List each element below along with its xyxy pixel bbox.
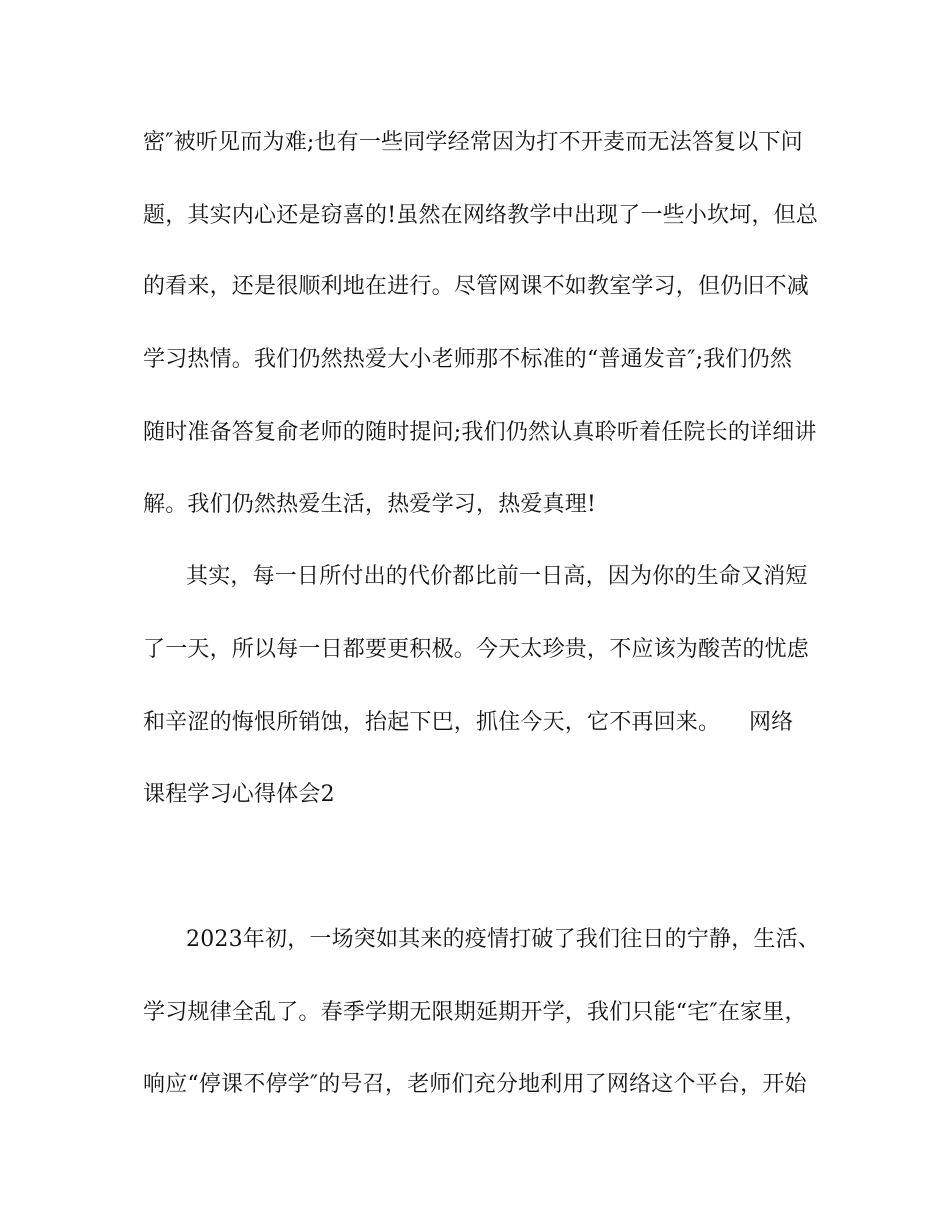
text-line: 的看来，还是很顺利地在进行。尽管网课不如教室学习，但仍旧不减 [143,274,810,299]
text-line: 学习规律全乱了。春季学期无限期延期开学，我们只能“宅″在家里， [143,1000,807,1025]
text-line: 响应“停课不停学″的号召，老师们充分地利用了网络这个平台，开始 [143,1072,807,1097]
paragraph-first-line: 其实，每一日所付出的代价都比前一日高，因为你的生命又消短 [186,564,808,589]
text-line: 了一天，所以每一日都要更积极。今天太珍贵，不应该为酸苦的忧虑 [143,637,810,662]
text-line: 学习热情。我们仍然热爱大小老师那不标准的“普通发音″;我们仍然 [143,347,793,372]
text-line: 和辛涩的悔恨所销蚀，抬起下巴，抓住今天，它不再回来。 网络 [143,710,794,735]
paragraph-first-line: 2023年初，一场突如其来的疫情打破了我们往日的宁静，生活、 [186,927,820,952]
section-heading: 课程学习心得体会2 [143,782,335,807]
text-line: 题，其实内心还是窃喜的!虽然在网络教学中出现了一些小坎坷，但总 [143,203,819,228]
text-line: 随时准备答复俞老师的随时提问;我们仍然认真聆听着任院长的详细讲 [143,420,817,445]
text-line: 密″被听见而为难;也有一些同学经常因为打不开麦而无法答复以下问 [143,130,803,155]
text-line: 解。我们仍然热爱生活，热爱学习，热爱真理! [143,492,597,517]
